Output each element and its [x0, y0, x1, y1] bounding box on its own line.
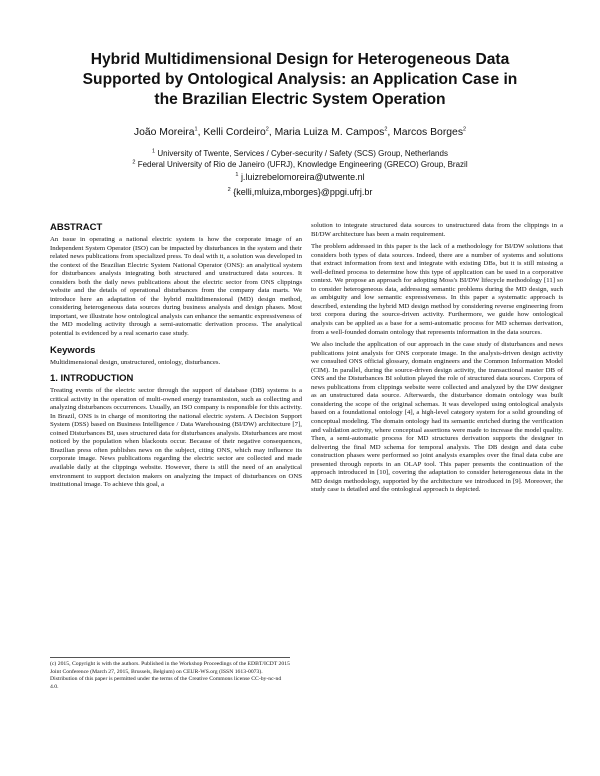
intro-paragraph-1-continued: solution to integrate structured data sources to unstructured data from the clippings in a BI/DW architecture has been a main requirement. — [311, 222, 563, 238]
intro-paragraph-1: Treating events of the electric sector through the support of database (DB) systems is a critical activity in the operation of multi-owned energy transmission, such as collecting and analyzing disturbances occurrences. Usually, an ISO company is responsible for this activity. In Brazil, ONS is in charge of monitoring the national electric system. A Decision Support System (DSS) based on Business Intelligence / Data Warehousing (BI/DW) architecture [7], coined Disturbances BI, uses structured data for disturbances analysis. Disturbances are most noticed by the population when blackouts occur. Because of their negative consequences, Brazilian press often publishes news on the subject, citing ONS, which may influence its corporate image. News publications regarding the electric sector are collected and made available daily at the clippings website. However, there is still the need of an analytical environment to support decision makers on analyzing the impact of disturbances on ONS institutional image. To achieve this goal, a — [50, 387, 302, 489]
paper-title — [40, 50, 560, 110]
abstract-heading: ABSTRACT — [50, 222, 103, 233]
intro-paragraph-3: We also include the application of our approach in the case study of disturbances and news publications joint analysis for ONS corporate image. In the analysis-driven design activity we consulted ONS official glossary, domain engineers and the Common Information Model (CIM). In parallel, during the source-driven design activity, the transactional master DB of ONS and the Disturbances BI solution played the role of structured data sources. Corpora of news publications from clippings website were collected and analyzed by the DW designer as an unstructured data source. Afterwards, the disturbance domain ontology was built considering the scope of the original schemas. It was developed using ontological analysis based on a foundational ontology [4], a high-level category system for a solid grounding of conceptual modeling. The domain ontology had its semantic enriched during the verification and validation activity, where conceptual assertions were made to increase the model quality. Then, a semi-automatic process for MD structures derivation supports the designer in delivering the final MD schema for temporal analysis. The DB design and data cube construction phases were performed so joint analysis examples over the final data cube are presented through reports in an OLAP tool. This paper presents the continuation of the approach introduced in [10], covering the adaptation to consider heterogeneous data in the MD design methodology, supported by the architecture we introduced in [9]. Moreover, the study case is detailed and the ontological approach is depicted. — [311, 341, 563, 494]
author-3: Maria Luiza M. Campos$^2$, — [274, 126, 394, 138]
keywords-text: Multidimensional design, unstructured, ontology, disturbances. — [50, 358, 221, 366]
affiliation-1: $^1$ University of Twente, Services / Cyber-security / Safety (SCS) Group, Netherlands — [152, 148, 448, 158]
introduction-heading: 1. INTRODUCTION — [50, 373, 134, 385]
email-1: $^1$ j.luizrebelomoreira@utwente.nl — [235, 172, 365, 182]
title-line-3: the Brazilian Electric System Operation — [154, 91, 446, 108]
title-line-1: Hybrid Multidimensional Design for Heterogeneous Data — [90, 51, 510, 68]
right-column — [311, 222, 563, 499]
copyright-text: (c) 2015, Copyright is with the authors. Published in the Workshop Proceedings of the EDBT/ICDT 2015 Joint Conference (March 27, 2015, Brussels, Belgium) on CEUR-WS.org (ISSN 1613-0073). Distribution of this paper is permitted under the terms of the Creative Commons license CC-by-nc-nd 4.0. — [50, 661, 290, 691]
title-line-2: Supported by Ontological Analysis: an Application Case in — [82, 71, 518, 88]
abstract-text: An issue in operating a national electric system is how the corporate image of an Independent System Operator (ISO) can be impacted by disturbances in the system and their related news publications from specialized press. To deal with it, a solution was developed in the context of the Brazilian Electric System National Operator (ONS): an analytical system for disturbances analysis integrating both structured and unstructured data sources. It considers both the daily news publications about the electric sector from ONS clippings website and the details of operational disturbances from the company data marts. We introduce here an adaptation of the hybrid multidimensional (MD) design method, considering heterogeneous data sources during business analysis and design phases. Most important, we illustrate how ontological analysis can enhance the semantic expressiveness of the MD modeling activity through a semi-automatic derivation process. The analytical potential is evidenced by a real scenario case study. — [50, 236, 302, 338]
email-2: $^2$ {kelli,mluiza,mborges}@ppgi.ufrj.br — [227, 187, 373, 197]
keywords-heading: Keywords — [50, 344, 96, 356]
author-1: João Moreira$^1$, — [133, 126, 204, 138]
author-2: Kelli Cordeiro$^2$, — [203, 126, 275, 138]
copyright-notice — [50, 657, 290, 692]
author-4: Marcos Borges$^2$ — [393, 126, 467, 138]
intro-paragraph-2: The problem addressed in this paper is the lack of a methodology for BI/DW solutions that considers both types of data sources. Indeed, there are a number of systems and solutions that extract information from text and integrate with existing DBs, but it is still missing a well-defined process to determine how this type of application can be used in a corporative context. We propose an approach for adopting Moss's BI/DW lifecycle methodology [11] so to consider heterogeneous data, addressing semantic problems during the MD design, such as ambiguity and low semantic expressiveness. In this paper a systematic approach is described, extending the hybrid MD design method by considering reverse engineering from text corpora during the source-driven activity. Furthermore, we guide how ontological analysis can be applied as a base for a semi-automatic process for MD schemas derivation, from a well-founded domain ontology that represents information in the data sources. — [311, 243, 563, 336]
affiliation-2: $^2$ Federal University of Rio de Janeiro (UFRJ), Knowledge Engineering (GRECO) Group, Brazil — [132, 159, 468, 169]
author-list — [30, 126, 570, 139]
left-column — [50, 222, 302, 490]
